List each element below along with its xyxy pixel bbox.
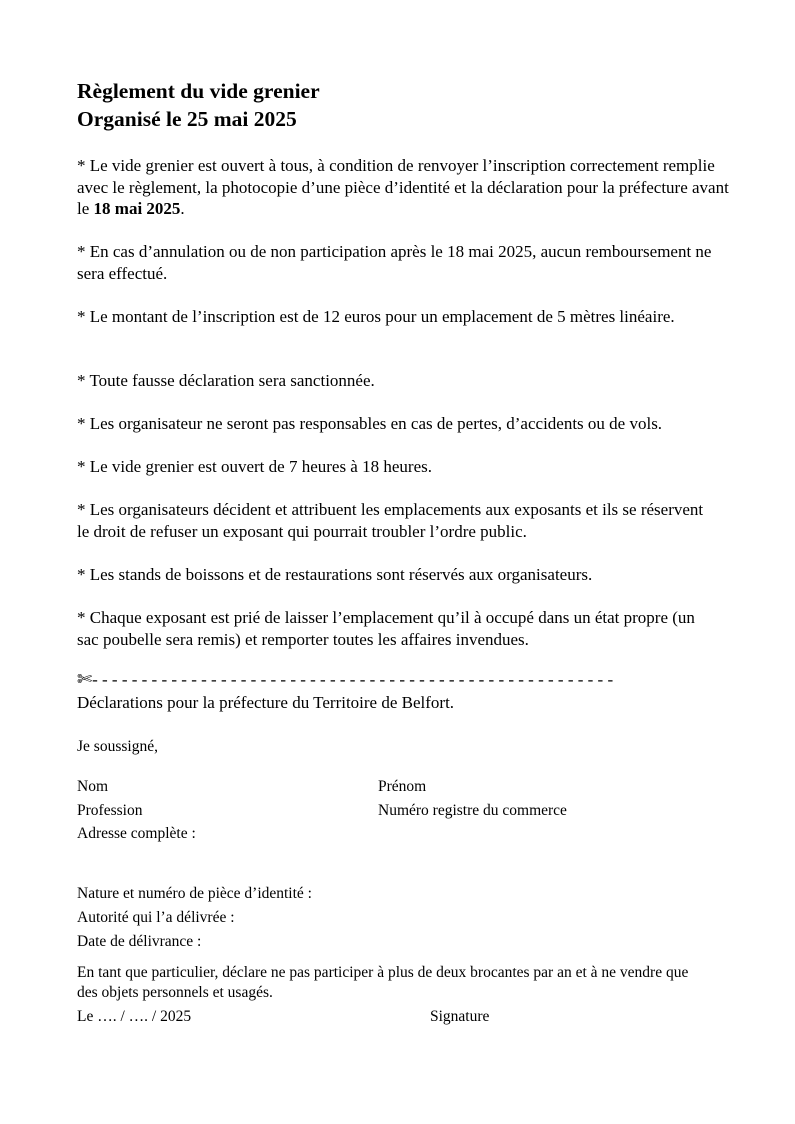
rule-paragraph: * Les organisateurs décident et attribuent les emplacements aux exposants et ils se réservent le droit de refuser un exposant qui pourrait troubler l’ordre public.	[77, 500, 704, 541]
deadline-date: 18 mai 2025	[93, 199, 181, 218]
cut-dashes: - - - - - - - - - - - - - - - - - - - - - - - - - - - - - - - - - - - - - - - - - - - - - - - - - - - - -	[92, 670, 614, 689]
rule-paragraph: * Les stands de boissons et de restaurations sont réservés aux organisateurs.	[77, 565, 593, 584]
nom-label: Nom	[77, 778, 108, 795]
scissors-icon: ✄	[77, 669, 93, 689]
rule-paragraph: * Toute fausse déclaration sera sanctionnée.	[77, 371, 375, 390]
prenom-label: Prénom	[378, 778, 427, 795]
declaration-intro: Je soussigné,	[77, 738, 158, 755]
rule-paragraph: * En cas d’annulation ou de non participation après le 18 mai 2025, aucun remboursement ne sera effectué.	[77, 242, 712, 283]
rule-paragraph: * Le vide grenier est ouvert de 7 heures à 18 heures.	[77, 457, 432, 476]
rule-paragraph: * Le montant de l’inscription est de 12 euros pour un emplacement de 5 mètres linéaire.	[77, 307, 675, 326]
document-title: Règlement du vide grenier	[77, 79, 320, 103]
document-subtitle: Organisé le 25 mai 2025	[77, 107, 297, 131]
declaration-heading: Déclarations pour la préfecture du Territoire de Belfort.	[77, 693, 455, 712]
cut-line	[77, 669, 613, 690]
signature-label: Signature	[430, 1008, 490, 1025]
profession-label: Profession	[77, 802, 143, 819]
date-line: Le …. / …. / 2025	[77, 1008, 192, 1025]
date-delivrance-label: Date de délivrance :	[77, 933, 202, 950]
registre-label: Numéro registre du commerce	[378, 802, 567, 819]
rule-paragraph: * Le vide grenier est ouvert à tous, à condition de renvoyer l’inscription correctement remplie avec le règlement, la photocopie d’une pièce d’identité et la déclaration pour la préfecture avant le 18 mai 2025.	[77, 156, 729, 218]
autorite-label: Autorité qui l’a délivrée :	[77, 909, 235, 926]
piece-identite-label: Nature et numéro de pièce d’identité :	[77, 885, 312, 902]
rule-paragraph: * Chaque exposant est prié de laisser l’emplacement qu’il à occupé dans un état propre (un sac poubelle sera remis) et remporter toutes les affaires invendues.	[77, 608, 695, 649]
adresse-label: Adresse complète :	[77, 825, 196, 842]
declaration-statement: En tant que particulier, déclare ne pas participer à plus de deux brocantes par an et à ne vendre que des objets personnels et usagés.	[77, 964, 689, 1001]
rule-paragraph: * Les organisateur ne seront pas responsables en cas de pertes, d’accidents ou de vols.	[77, 414, 663, 433]
